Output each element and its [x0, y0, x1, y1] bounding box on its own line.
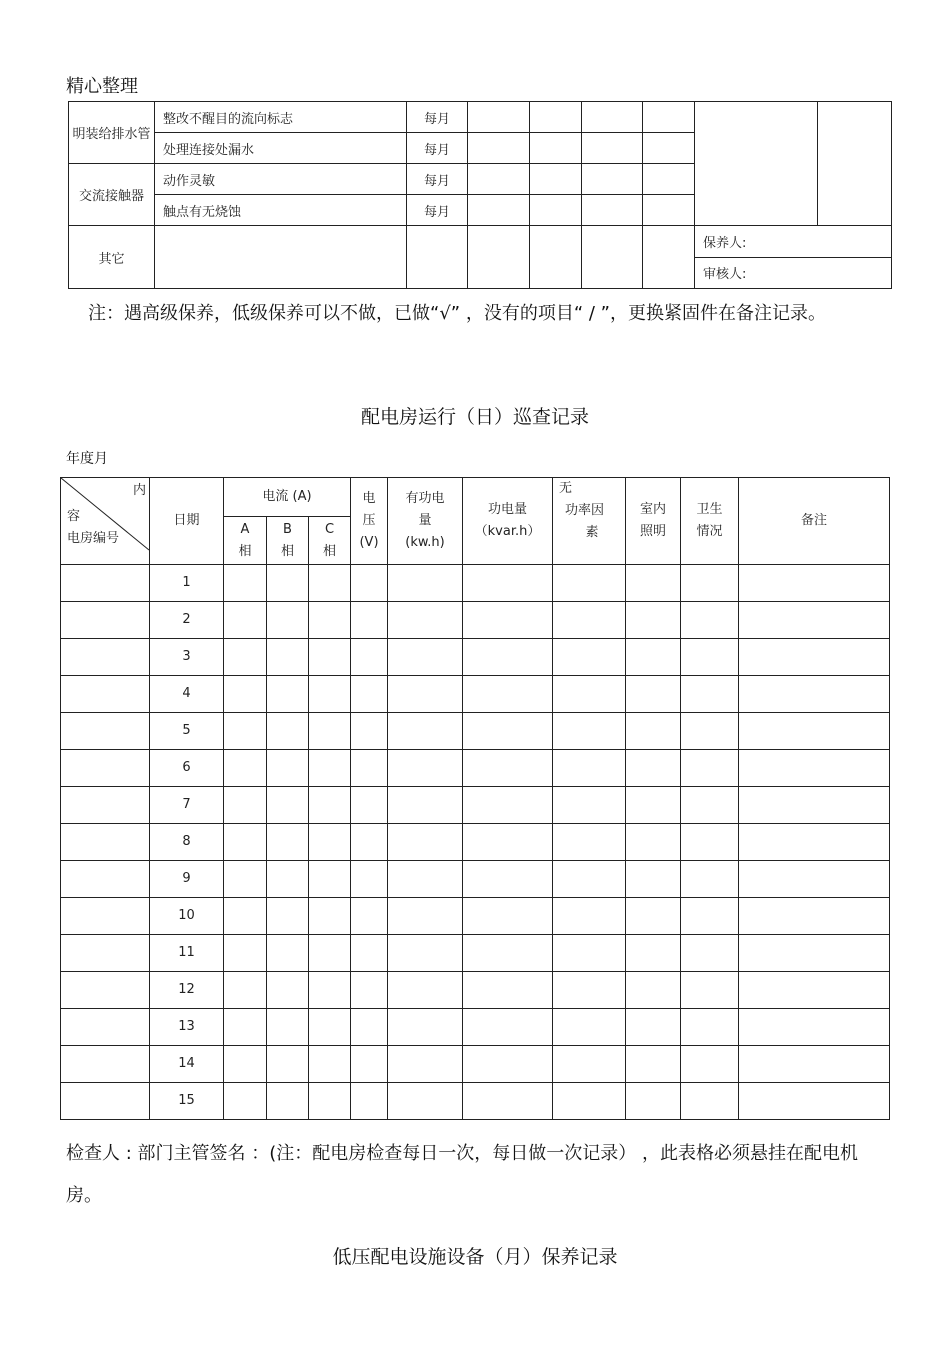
- blank-cell: [61, 1083, 150, 1120]
- table-row: [61, 824, 890, 861]
- blank-cell: [739, 713, 890, 750]
- blank-cell: [351, 898, 388, 935]
- blank-cell: [224, 787, 267, 824]
- blank-cell: [388, 824, 463, 861]
- blank-cell: [388, 713, 463, 750]
- reactive-energy-header: 功电量 （kvar.h）: [463, 478, 553, 565]
- freq-cell: 每月: [407, 164, 468, 195]
- blank-cell: [463, 676, 553, 713]
- blank-cell: [739, 861, 890, 898]
- blank-cell: [626, 639, 681, 676]
- section-3-title: 低压配电设施设备（月）保养记录: [332, 1246, 618, 1268]
- table-row: [61, 972, 890, 1009]
- blank-cell: [553, 1046, 626, 1083]
- maintainer-label: 保养人:: [695, 226, 892, 258]
- blank-cell: [626, 972, 681, 1009]
- item-cell: 处理连接处漏水: [155, 133, 407, 164]
- blank-cell: [553, 861, 626, 898]
- blank-cell: [626, 824, 681, 861]
- lighting-header: 室内 照明: [626, 478, 681, 565]
- date-cell: 9: [150, 861, 224, 898]
- blank-cell: [351, 676, 388, 713]
- blank-cell: [739, 898, 890, 935]
- blank-cell: [61, 676, 150, 713]
- blank-cell: [224, 639, 267, 676]
- note-2: 检查人 : 部门主管签名 ：(注：配电房检查每日一次，每日做一次记录） ，此表格必须悬挂在配电机房。: [66, 1143, 858, 1206]
- section-2-title: 配电房运行（日）巡查记录: [360, 406, 589, 428]
- category-cell: 其它: [69, 226, 155, 289]
- blank-cell: [388, 935, 463, 972]
- blank-cell: [309, 787, 351, 824]
- blank-cell: [267, 565, 309, 602]
- blank-cell: [388, 750, 463, 787]
- blank-cell: [224, 861, 267, 898]
- blank-cell: [61, 1046, 150, 1083]
- voltage-header: 电 压 (V): [351, 478, 388, 565]
- blank-cell: [388, 898, 463, 935]
- blank-cell: [626, 1009, 681, 1046]
- blank-cell: [309, 824, 351, 861]
- blank-cell: [553, 898, 626, 935]
- blank-cell: [61, 861, 150, 898]
- blank-cell: [681, 1046, 739, 1083]
- blank-cell: [388, 1046, 463, 1083]
- blank-cell: [681, 787, 739, 824]
- table-row: [61, 713, 890, 750]
- blank-cell: [224, 676, 267, 713]
- blank-cell: [388, 1083, 463, 1120]
- date-cell: 13: [150, 1009, 224, 1046]
- note-1: 注：遇高级保养，低级保养可以不做，已做“√” ，没有的项目“ / ”，更换紧固件在备注记录。: [88, 303, 826, 324]
- blank-cell: [267, 824, 309, 861]
- blank-cell: [351, 1009, 388, 1046]
- blank-cell: [224, 935, 267, 972]
- blank-cell: [267, 1083, 309, 1120]
- table-row: [61, 1046, 890, 1083]
- blank-cell: [267, 935, 309, 972]
- blank-cell: [309, 750, 351, 787]
- date-cell: 2: [150, 602, 224, 639]
- blank-cell: [695, 102, 818, 226]
- blank-cell: [351, 1083, 388, 1120]
- table-row: [61, 935, 890, 972]
- blank-cell: [388, 861, 463, 898]
- blank-cell: [61, 565, 150, 602]
- blank-cell: [309, 1046, 351, 1083]
- blank-cell: [739, 602, 890, 639]
- item-cell: 动作灵敏: [155, 164, 407, 195]
- corner-header: 内 容 电房编号: [61, 478, 150, 565]
- blank-cell: [309, 713, 351, 750]
- blank-cell: [267, 713, 309, 750]
- blank-cell: [739, 676, 890, 713]
- year-month-label: 年度月: [66, 451, 108, 467]
- blank-cell: [351, 639, 388, 676]
- blank-cell: [267, 898, 309, 935]
- blank-cell: [626, 935, 681, 972]
- blank-cell: [739, 1083, 890, 1120]
- date-cell: 14: [150, 1046, 224, 1083]
- freq-cell: 每月: [407, 133, 468, 164]
- active-energy-header: 有功电 量 (kw.h): [388, 478, 463, 565]
- blank-cell: [463, 713, 553, 750]
- blank-cell: [553, 935, 626, 972]
- blank-cell: [463, 972, 553, 1009]
- date-header: 日期: [150, 478, 224, 565]
- category-cell: 交流接触器: [69, 164, 155, 226]
- date-cell: 12: [150, 972, 224, 1009]
- maintenance-table: [68, 101, 892, 289]
- blank-cell: [61, 713, 150, 750]
- blank-cell: [681, 1009, 739, 1046]
- blank-cell: [351, 1046, 388, 1083]
- blank-cell: [681, 565, 739, 602]
- blank-cell: [463, 787, 553, 824]
- blank-cell: [309, 565, 351, 602]
- category-cell: 明装给排水管: [69, 102, 155, 164]
- blank-cell: [553, 713, 626, 750]
- blank-cell: [553, 565, 626, 602]
- blank-cell: [553, 1083, 626, 1120]
- blank-cell: [61, 750, 150, 787]
- blank-cell: [626, 713, 681, 750]
- blank-cell: [681, 1083, 739, 1120]
- blank-cell: [681, 639, 739, 676]
- blank-cell: [388, 602, 463, 639]
- blank-cell: [224, 1083, 267, 1120]
- blank-cell: [351, 861, 388, 898]
- blank-cell: [463, 1009, 553, 1046]
- blank-cell: [463, 639, 553, 676]
- blank-cell: [463, 1083, 553, 1120]
- blank-cell: [267, 1046, 309, 1083]
- blank-cell: [626, 861, 681, 898]
- blank-cell: [463, 935, 553, 972]
- table-row: [61, 676, 890, 713]
- blank-cell: [681, 750, 739, 787]
- blank-cell: [309, 602, 351, 639]
- blank-cell: [388, 676, 463, 713]
- freq-cell: 每月: [407, 102, 468, 133]
- phase-b-header: B 相: [267, 517, 309, 565]
- blank-cell: [553, 787, 626, 824]
- blank-cell: [463, 1046, 553, 1083]
- blank-cell: [267, 750, 309, 787]
- item-cell: 触点有无烧蚀: [155, 195, 407, 226]
- hygiene-header: 卫生 情况: [681, 478, 739, 565]
- date-cell: 15: [150, 1083, 224, 1120]
- blank-cell: [553, 676, 626, 713]
- blank-cell: [681, 676, 739, 713]
- blank-cell: [553, 602, 626, 639]
- blank-cell: [388, 639, 463, 676]
- blank-cell: [681, 861, 739, 898]
- blank-cell: [267, 861, 309, 898]
- blank-cell: [351, 787, 388, 824]
- blank-cell: [309, 1083, 351, 1120]
- table-row: [61, 750, 890, 787]
- blank-cell: [351, 565, 388, 602]
- blank-cell: [309, 898, 351, 935]
- table-row: [61, 861, 890, 898]
- blank-cell: [739, 1046, 890, 1083]
- blank-cell: [626, 898, 681, 935]
- blank-cell: [818, 102, 892, 226]
- blank-cell: [224, 824, 267, 861]
- date-cell: 4: [150, 676, 224, 713]
- blank-cell: [463, 861, 553, 898]
- blank-cell: [267, 972, 309, 1009]
- blank-cell: [224, 713, 267, 750]
- blank-cell: [351, 972, 388, 1009]
- blank-cell: [553, 824, 626, 861]
- blank-cell: [553, 1009, 626, 1046]
- date-cell: 11: [150, 935, 224, 972]
- date-cell: 6: [150, 750, 224, 787]
- phase-c-header: C 相: [309, 517, 351, 565]
- blank-cell: [681, 898, 739, 935]
- blank-cell: [351, 935, 388, 972]
- blank-cell: [224, 898, 267, 935]
- blank-cell: [61, 935, 150, 972]
- blank-cell: [626, 565, 681, 602]
- blank-cell: [739, 824, 890, 861]
- table-row: [61, 1009, 890, 1046]
- reviewer-label: 审核人:: [695, 257, 892, 289]
- freq-cell: 每月: [407, 195, 468, 226]
- blank-cell: [739, 935, 890, 972]
- blank-cell: [309, 676, 351, 713]
- blank-cell: [61, 972, 150, 1009]
- table-row: [61, 639, 890, 676]
- phase-a-header: A 相: [224, 517, 267, 565]
- table-row: [61, 787, 890, 824]
- blank-cell: [224, 1009, 267, 1046]
- blank-cell: [739, 639, 890, 676]
- blank-cell: [739, 565, 890, 602]
- blank-cell: [309, 935, 351, 972]
- blank-cell: [61, 824, 150, 861]
- blank-cell: [267, 602, 309, 639]
- blank-cell: [61, 787, 150, 824]
- blank-cell: [626, 787, 681, 824]
- blank-cell: [351, 750, 388, 787]
- blank-cell: [388, 787, 463, 824]
- table-row: [61, 602, 890, 639]
- blank-cell: [681, 824, 739, 861]
- blank-cell: [681, 713, 739, 750]
- document-header: 精心整理: [66, 76, 138, 97]
- blank-cell: [463, 898, 553, 935]
- blank-cell: [224, 602, 267, 639]
- item-cell: 整改不醒目的流向标志: [155, 102, 407, 133]
- blank-cell: [388, 972, 463, 1009]
- blank-cell: [309, 639, 351, 676]
- blank-cell: [309, 861, 351, 898]
- blank-cell: [309, 972, 351, 1009]
- blank-cell: [224, 565, 267, 602]
- blank-cell: [553, 972, 626, 1009]
- date-cell: 7: [150, 787, 224, 824]
- date-cell: 8: [150, 824, 224, 861]
- current-header: 电流 (A): [224, 478, 351, 517]
- date-cell: 3: [150, 639, 224, 676]
- blank-cell: [61, 898, 150, 935]
- blank-cell: [681, 602, 739, 639]
- power-factor-header: 无 功率因 素: [553, 478, 626, 565]
- blank-cell: [388, 565, 463, 602]
- blank-cell: [224, 750, 267, 787]
- blank-cell: [267, 787, 309, 824]
- blank-cell: [681, 972, 739, 1009]
- date-cell: 1: [150, 565, 224, 602]
- blank-cell: [553, 639, 626, 676]
- blank-cell: [351, 713, 388, 750]
- blank-cell: [626, 676, 681, 713]
- blank-cell: [681, 935, 739, 972]
- blank-cell: [224, 1046, 267, 1083]
- blank-cell: [626, 1046, 681, 1083]
- blank-cell: [351, 824, 388, 861]
- blank-cell: [224, 972, 267, 1009]
- table-row: [61, 1083, 890, 1120]
- blank-cell: [739, 1009, 890, 1046]
- blank-cell: [739, 750, 890, 787]
- blank-cell: [463, 565, 553, 602]
- blank-cell: [351, 602, 388, 639]
- blank-cell: [61, 602, 150, 639]
- table-row: [61, 898, 890, 935]
- blank-cell: [267, 639, 309, 676]
- blank-cell: [553, 750, 626, 787]
- blank-cell: [61, 639, 150, 676]
- blank-cell: [309, 1009, 351, 1046]
- blank-cell: [267, 676, 309, 713]
- blank-cell: [739, 972, 890, 1009]
- blank-cell: [463, 750, 553, 787]
- table-row: [61, 565, 890, 602]
- inspection-table: [60, 477, 890, 1120]
- blank-cell: [626, 750, 681, 787]
- blank-cell: [739, 787, 890, 824]
- blank-cell: [463, 824, 553, 861]
- blank-cell: [61, 1009, 150, 1046]
- remarks-header: 备注: [739, 478, 890, 565]
- blank-cell: [388, 1009, 463, 1046]
- blank-cell: [626, 1083, 681, 1120]
- date-cell: 5: [150, 713, 224, 750]
- blank-cell: [463, 602, 553, 639]
- date-cell: 10: [150, 898, 224, 935]
- blank-cell: [626, 602, 681, 639]
- blank-cell: [267, 1009, 309, 1046]
